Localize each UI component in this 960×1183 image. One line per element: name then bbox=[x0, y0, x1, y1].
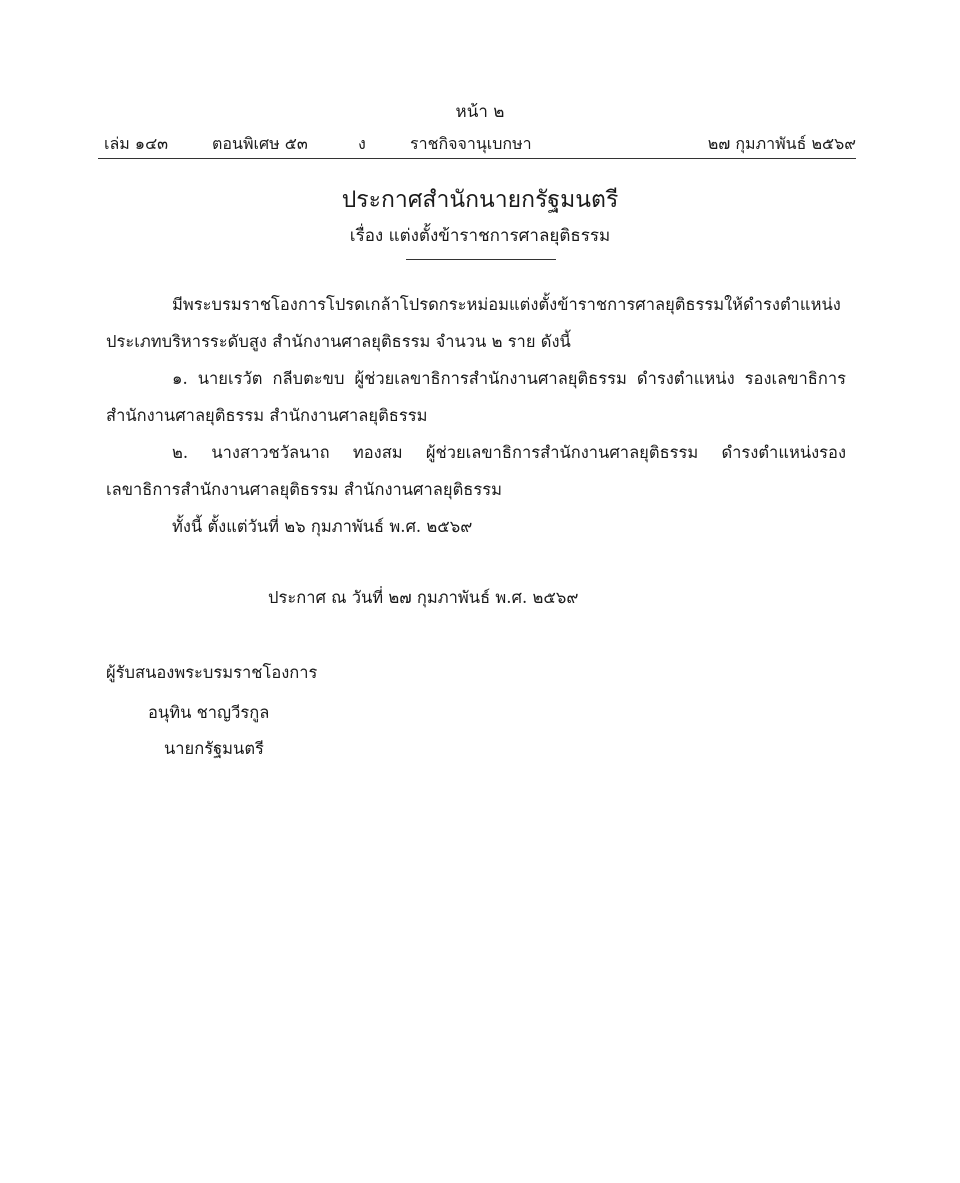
intro-paragraph: มีพระบรมราชโองการโปรดเกล้าโปรดกระหม่อมแต่งตั้งข้าราชการศาลยุติธรรมให้ดำรงตำแหน่งประเภทบริหารระดับสูง สำนักงานศาลยุติธรรม จำนวน ๒ ราย ดังนี้ bbox=[106, 295, 841, 351]
title-divider bbox=[406, 259, 556, 260]
code-label: ง bbox=[358, 134, 366, 153]
gazette-header bbox=[104, 132, 856, 156]
signatory-position: นายกรัฐมนตรี bbox=[164, 739, 264, 758]
document-subject: เรื่อง แต่งตั้งข้าราชการศาลยุติธรรม bbox=[349, 226, 611, 246]
document-title: ประกาศสำนักนายกรัฐมนตรี bbox=[341, 187, 619, 213]
issue-date: ๒๗ กุมภาพันธ์ ๒๕๖๙ bbox=[707, 134, 856, 153]
appointment-item-1: ๑. นายเรวัต กลีบตะขบ ผู้ช่วยเลขาธิการสำนักงานศาลยุติธรรม ดำรงตำแหน่ง รองเลขาธิการสำนักงานศาลยุติธรรม สำนักงานศาลยุติธรรม bbox=[106, 369, 846, 425]
page-number: หน้า ๒ bbox=[455, 102, 505, 122]
signatory-name: อนุทิน ชาญวีรกูล bbox=[148, 703, 270, 722]
section-label: ตอนพิเศษ ๕๓ bbox=[212, 134, 308, 153]
document-body bbox=[106, 286, 846, 545]
effective-date-paragraph: ทั้งนี้ ตั้งแต่วันที่ ๒๖ กุมภาพันธ์ พ.ศ. ๒๕๖๙ bbox=[172, 517, 473, 536]
countersign-label: ผู้รับสนองพระบรมราชโองการ bbox=[106, 663, 318, 682]
appointment-item-2: ๒. นางสาวชวัลนาถ ทองสม ผู้ช่วยเลขาธิการสำนักงานศาลยุติธรรม ดำรงตำแหน่งรองเลขาธิการสำนักงานศาลยุติธรรม สำนักงานศาลยุติธรรม bbox=[106, 443, 846, 499]
volume-label: เล่ม ๑๔๓ bbox=[104, 134, 169, 153]
announcement-date: ประกาศ ณ วันที่ ๒๗ กุมภาพันธ์ พ.ศ. ๒๕๖๙ bbox=[268, 588, 579, 607]
header-divider bbox=[98, 158, 856, 159]
gazette-name: ราชกิจจานุเบกษา bbox=[410, 134, 532, 153]
